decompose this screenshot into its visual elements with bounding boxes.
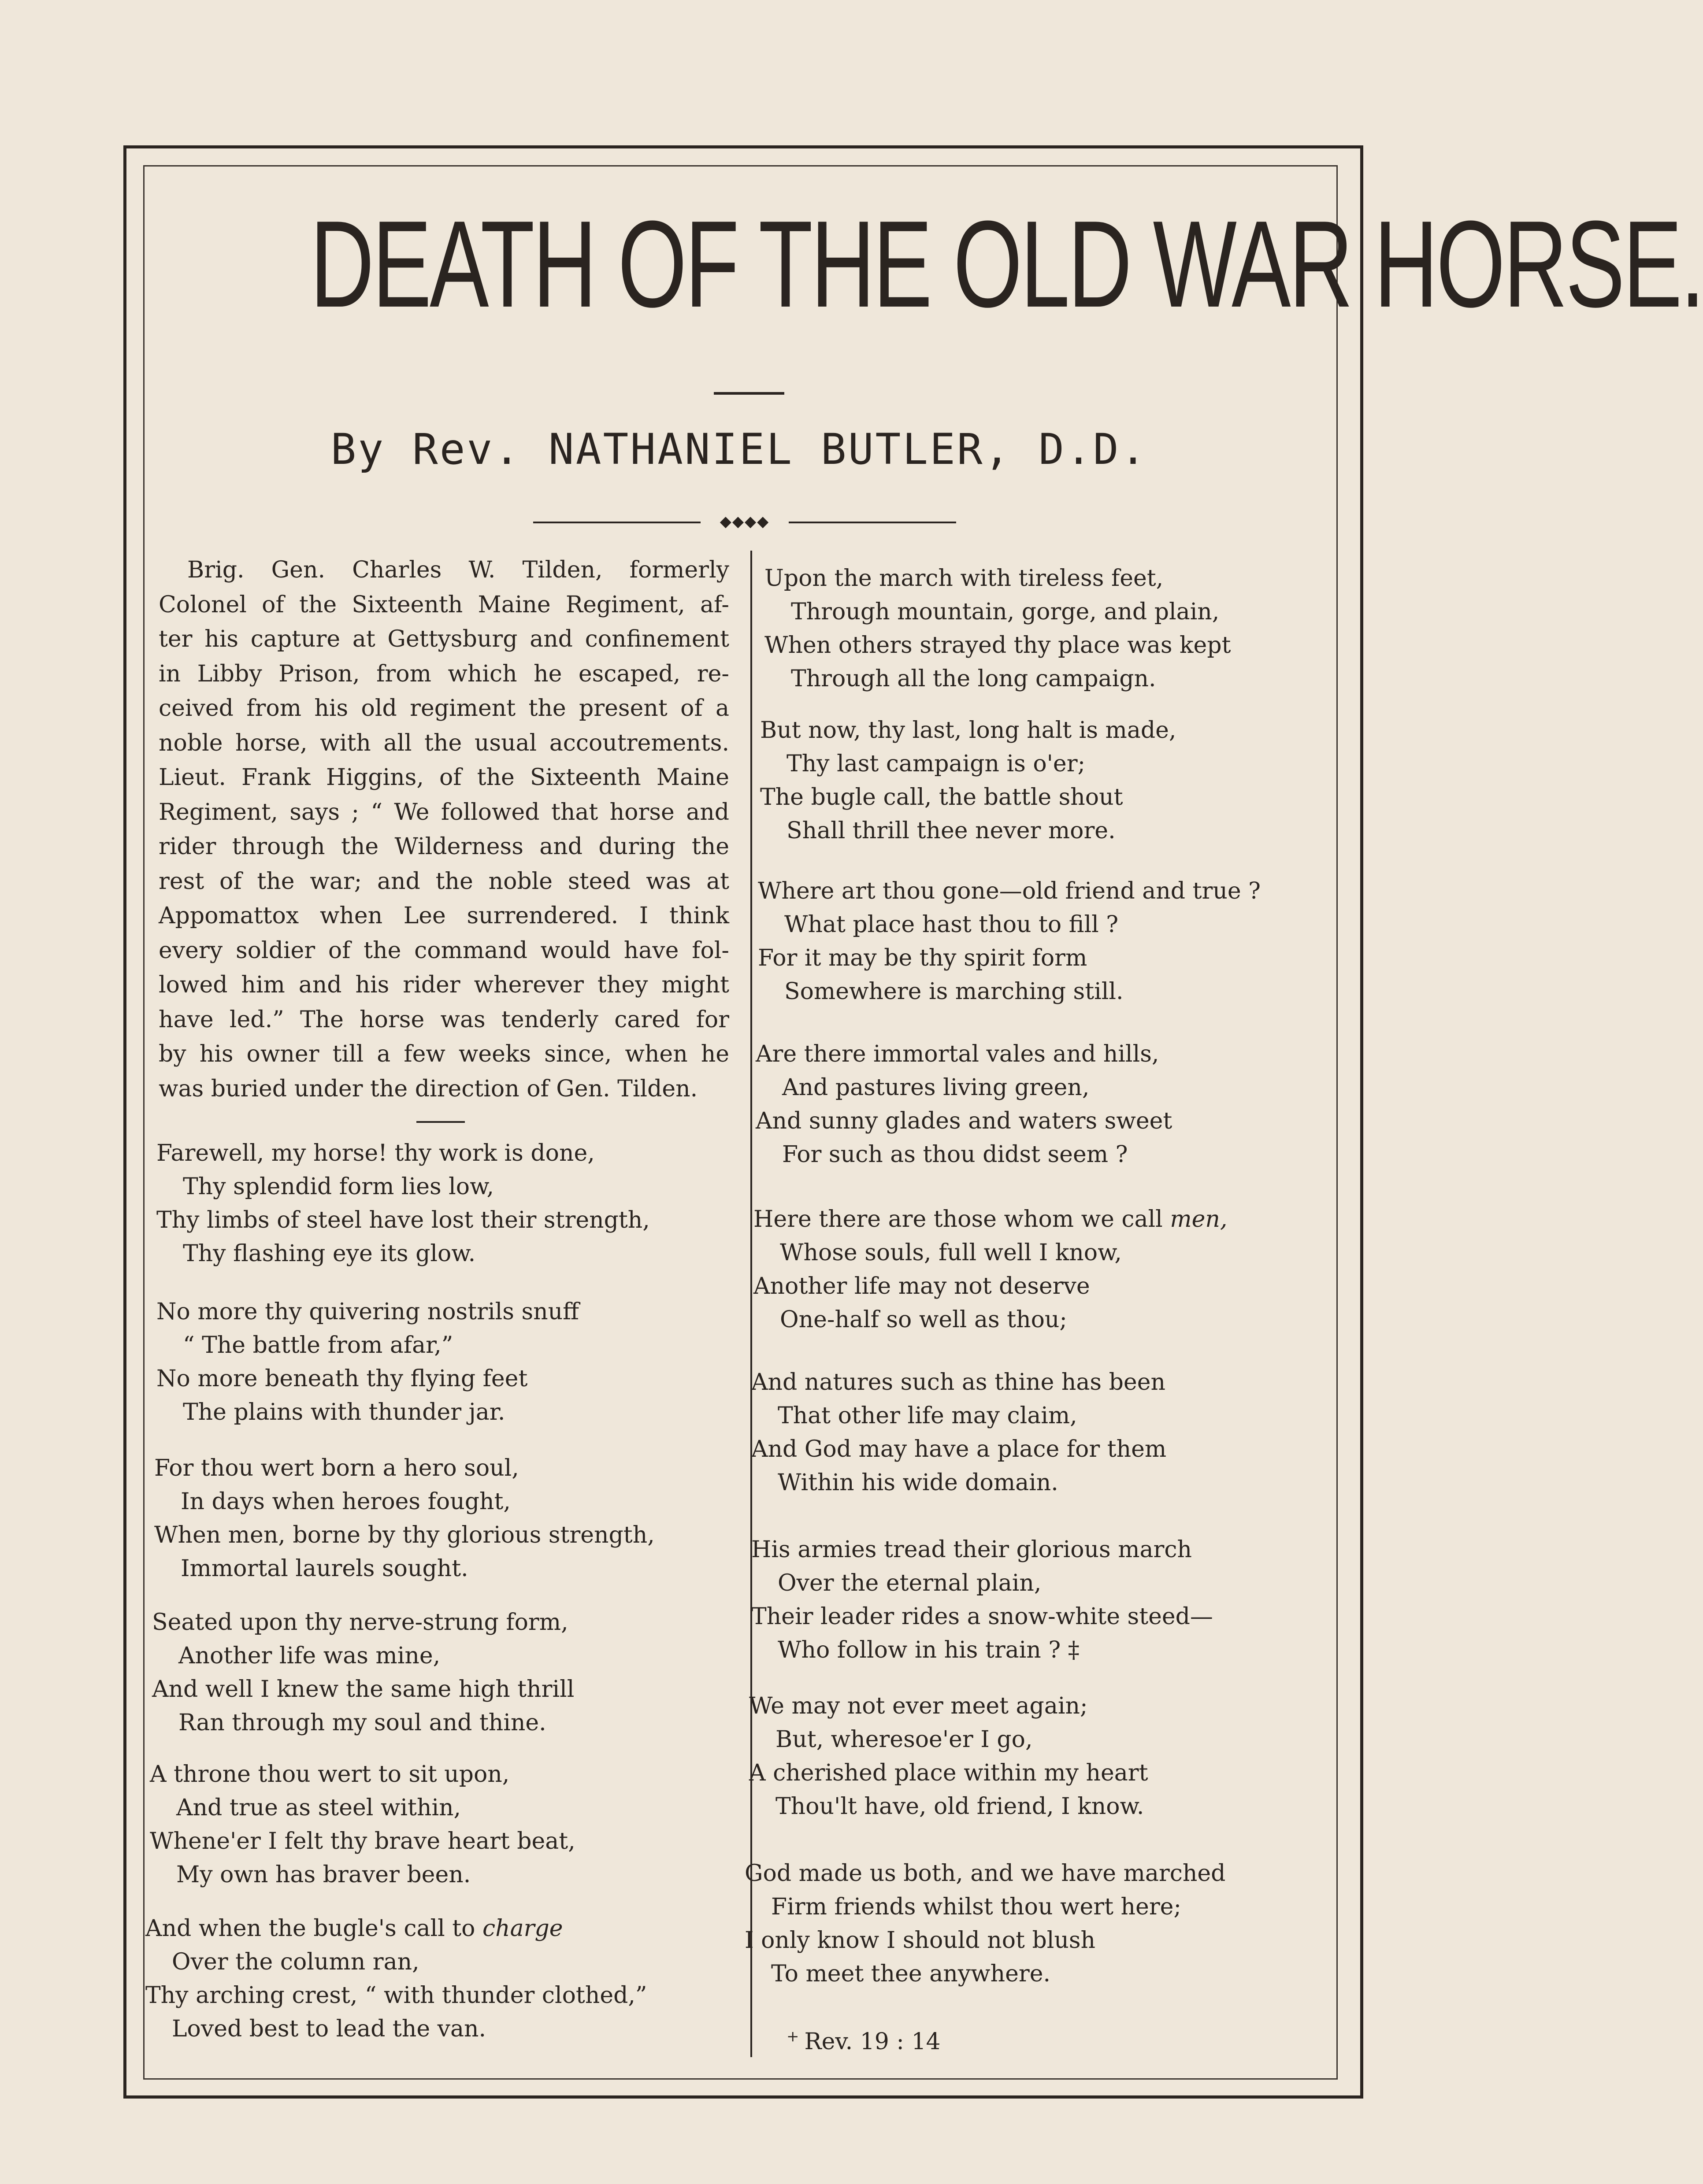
- ornamental-divider: [533, 515, 956, 529]
- verse-line: Ran through my soul and thine.: [178, 1710, 546, 1736]
- verse-line: Over the column ran,: [172, 1949, 419, 1975]
- verse-line: And true as steel within,: [176, 1795, 461, 1821]
- verse-line: But, wheresoe'er I go,: [775, 1726, 1033, 1753]
- title-rule: [714, 392, 784, 395]
- verse-line: I only know I should not blush: [745, 1927, 1096, 1954]
- verse-line: Are there immortal vales and hills,: [756, 1041, 1159, 1067]
- verse-line: Whose souls, full well I know,: [780, 1240, 1122, 1266]
- verse-line: No more beneath thy flying feet: [156, 1366, 528, 1392]
- prose-line: by his owner till a few weeks since, when he: [159, 1041, 729, 1067]
- prose-line: Lieut. Frank Higgins, of the Sixteenth Maine: [159, 764, 729, 791]
- footnote-mark: +: [787, 2028, 799, 2045]
- verse-line: Seated upon thy nerve-strung form,: [152, 1609, 568, 1636]
- verse-line: A cherished place within my heart: [749, 1760, 1148, 1786]
- verse-line: Within his wide domain.: [778, 1470, 1058, 1496]
- verse-line: [753, 1203, 1227, 1236]
- prose-line: Colonel of the Sixteenth Maine Regiment, af-: [159, 591, 729, 618]
- prose-line: have led.” The horse was tenderly cared for: [159, 1006, 729, 1033]
- verse-line: Another life may not deserve: [753, 1273, 1090, 1299]
- section-rule: [416, 1121, 465, 1123]
- stanza: [751, 1366, 1166, 1499]
- prose-line: ter his capture at Gettysburg and confinement: [159, 626, 729, 652]
- verse-line: Farewell, my horse! thy work is done,: [156, 1140, 595, 1166]
- stanza: [764, 562, 1231, 696]
- verse-line: Thy splendid form lies low,: [183, 1173, 494, 1200]
- stanza: [150, 1758, 575, 1892]
- verse-text: And when the bugle's call to: [145, 1915, 482, 1942]
- prose-line: lowed him and his rider wherever they might: [159, 972, 729, 998]
- stanza: [156, 1295, 579, 1429]
- verse-line: Thy limbs of steel have lost their strength,: [156, 1207, 650, 1233]
- verse-line: Thou'lt have, old friend, I know.: [775, 1793, 1144, 1820]
- ornament-line-right: [789, 522, 956, 523]
- stanza: [760, 714, 1176, 848]
- stanza: [152, 1606, 574, 1740]
- column-divider: [750, 551, 752, 2057]
- stanza: [758, 874, 1261, 1008]
- verse-line: But now, thy last, long halt is made,: [760, 717, 1176, 744]
- verse-line: Loved best to lead the van.: [172, 2016, 486, 2042]
- footnote: [787, 2020, 941, 2058]
- italic-word: charge: [482, 1915, 563, 1942]
- page-title: DEATH OF THE OLD WAR HORSE.: [310, 196, 1703, 333]
- verse-line: And natures such as thine has been: [751, 1369, 1165, 1396]
- verse-line: That other life may claim,: [778, 1403, 1077, 1429]
- verse-line: No more thy quivering nostrils snuff: [156, 1299, 579, 1325]
- verse-line: [145, 1912, 647, 1945]
- verse-line: God made us both, and we have marched: [745, 1860, 1226, 1887]
- prose-line: ceived from his old regiment the present of a: [159, 695, 729, 722]
- ornament-line-left: [533, 522, 701, 523]
- verse-line: Whene'er I felt thy brave heart beat,: [150, 1828, 575, 1855]
- verse-line: For thou wert born a hero soul,: [154, 1455, 519, 1481]
- verse-line: Thy last campaign is o'er;: [787, 751, 1086, 777]
- prose-line: every soldier of the command would have fol-: [159, 937, 729, 964]
- intro-paragraph: [159, 553, 729, 1106]
- verse-line: The bugle call, the battle shout: [760, 784, 1123, 811]
- verse-line: Upon the march with tireless feet,: [764, 565, 1164, 592]
- verse-text: Here there are those whom we call: [753, 1206, 1170, 1233]
- footnote-text: Rev. 19 : 14: [804, 2029, 941, 2055]
- verse-line: Thy flashing eye its glow.: [183, 1240, 476, 1267]
- verse-line: My own has braver been.: [176, 1862, 471, 1888]
- stanza: [145, 1912, 647, 2046]
- verse-line: And God may have a place for them: [751, 1436, 1167, 1462]
- prose-line: Brig. Gen. Charles W. Tilden, formerly: [187, 557, 729, 583]
- prose-line: in Libby Prison, from which he escaped, re-: [159, 660, 729, 687]
- verse-line: One-half so well as thou;: [780, 1307, 1067, 1333]
- stanza: [156, 1136, 650, 1270]
- stanza: [749, 1689, 1148, 1823]
- verse-line: His armies tread their glorious march: [751, 1536, 1192, 1563]
- verse-line: Firm friends whilst thou wert here;: [771, 1894, 1181, 1920]
- verse-line: What place hast thou to fill ?: [784, 911, 1119, 938]
- verse-line: Immortal laurels sought.: [181, 1555, 468, 1582]
- verse-line: For such as thou didst seem ?: [782, 1141, 1128, 1168]
- verse-line: Through all the long campaign.: [791, 666, 1156, 692]
- verse-line: Where art thou gone—old friend and true ?: [758, 878, 1261, 904]
- stanza: [154, 1451, 655, 1585]
- verse-line: Their leader rides a snow-white steed—: [751, 1603, 1213, 1630]
- verse-line: Shall thrill thee never more.: [787, 818, 1116, 844]
- verse-line: A throne thou wert to sit upon,: [150, 1761, 510, 1788]
- verse-line: Somewhere is marching still.: [784, 978, 1124, 1005]
- stanza: [756, 1037, 1172, 1171]
- prose-line: Appomattox when Lee surrendered. I think: [159, 903, 729, 929]
- verse-line: In days when heroes fought,: [181, 1488, 511, 1515]
- verse-line: The plains with thunder jar.: [183, 1399, 505, 1425]
- ornament-diamonds: ◆◆◆◆: [720, 513, 770, 530]
- verse-line: Another life was mine,: [178, 1643, 441, 1669]
- prose-line: Regiment, says ; “ We followed that horse and: [159, 799, 729, 825]
- prose-line: was buried under the direction of Gen. Tilden.: [159, 1075, 698, 1102]
- verse-line: And pastures living green,: [782, 1074, 1090, 1101]
- verse-line: And well I knew the same high thrill: [152, 1676, 575, 1703]
- stanza: [753, 1203, 1227, 1336]
- verse-line: Over the eternal plain,: [778, 1570, 1042, 1596]
- verse-line: And sunny glades and waters sweet: [756, 1108, 1172, 1134]
- stanza: [745, 1857, 1225, 1991]
- prose-line: noble horse, with all the usual accoutrements.: [159, 729, 729, 756]
- prose-line: rider through the Wilderness and during the: [159, 833, 729, 860]
- verse-line: “ The battle from afar,”: [183, 1332, 453, 1359]
- verse-line: Thy arching crest, “ with thunder clothed,”: [145, 1982, 647, 2009]
- author-byline: By Rev. NATHANIEL BUTLER, D.D.: [330, 425, 1148, 474]
- verse-line: Through mountain, gorge, and plain,: [791, 599, 1220, 625]
- verse-line: When men, borne by thy glorious strength,: [154, 1522, 655, 1548]
- italic-word: men,: [1170, 1206, 1228, 1233]
- verse-line: For it may be thy spirit form: [758, 945, 1087, 971]
- verse-line: To meet thee anywhere.: [771, 1961, 1051, 1987]
- verse-line: When others strayed thy place was kept: [764, 632, 1231, 659]
- prose-line: rest of the war; and the noble steed was at: [159, 868, 729, 895]
- stanza: [751, 1533, 1213, 1667]
- verse-line: Who follow in his train ? ‡: [778, 1637, 1080, 1663]
- verse-line: We may not ever meet again;: [749, 1693, 1088, 1719]
